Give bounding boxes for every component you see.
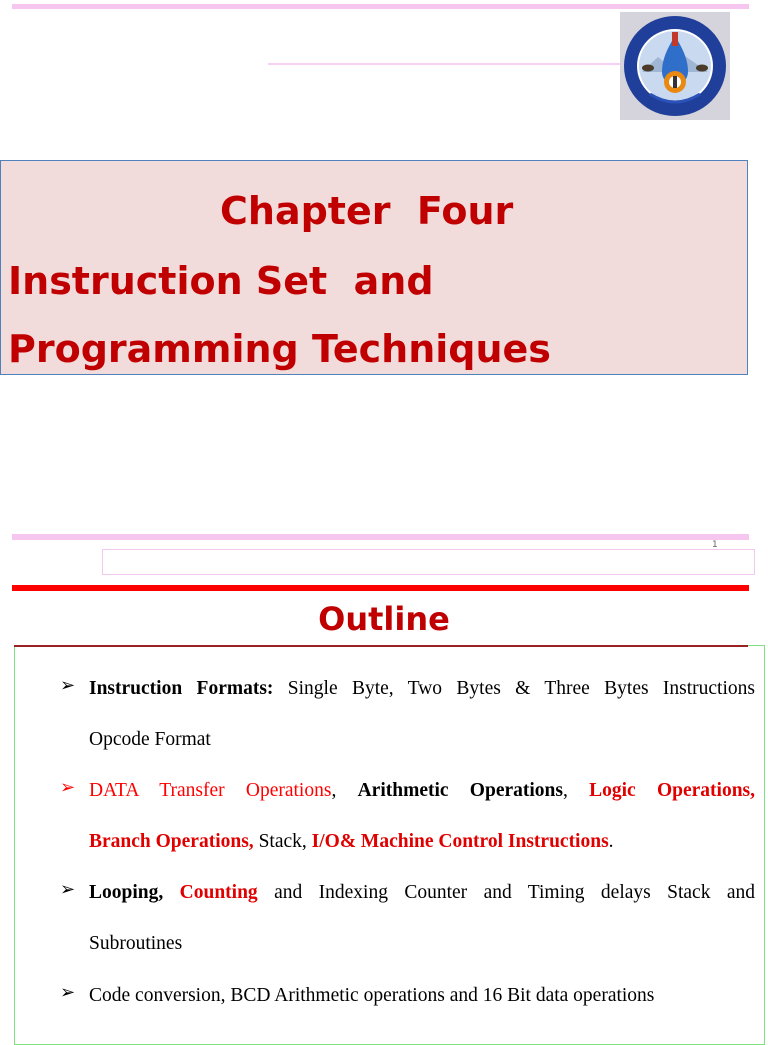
footer-pink-rule <box>12 534 749 540</box>
bullet-arrow-icon: ➢ <box>60 675 76 696</box>
bullet-arrow-icon: ➢ <box>60 982 76 1003</box>
io-machine-control: I/O& Machine Control Instructions <box>311 831 609 852</box>
title-line-instruction-set: Instruction Set and <box>8 259 434 303</box>
university-logo <box>620 12 730 120</box>
indexing-text: and Indexing Counter and Timing delays Stack and <box>257 882 756 903</box>
chapter-title-box <box>0 160 748 375</box>
bullet-arrow-icon: ➢ <box>60 777 76 798</box>
outline-item-3-line-2: Subroutines <box>89 933 183 954</box>
slide-top-red-bar <box>12 585 749 591</box>
outline-item-1-line-1 <box>89 678 755 700</box>
outline-item-2-line-2 <box>89 831 755 853</box>
top-pink-rule <box>12 4 749 9</box>
separator: , <box>331 780 358 801</box>
arithmetic-ops: Arithmetic Operations <box>357 780 563 801</box>
footer-placeholder-box <box>102 549 755 575</box>
instruction-formats-label: Instruction Formats: <box>89 678 274 699</box>
title-underline-rule <box>14 645 748 647</box>
branch-ops: Branch Operations, <box>89 831 254 852</box>
outline-title: Outline <box>318 600 450 638</box>
outline-item-2-line-1 <box>89 780 755 802</box>
outline-item-4-line-1: Code conversion, BCD Arithmetic operations and 16 Bit data operations <box>89 985 655 1006</box>
chapter-heading: Chapter Four <box>220 189 514 233</box>
counting-label: Counting <box>179 882 258 903</box>
slide-page-number: 1 <box>712 540 718 550</box>
logic-ops: Logic Operations, <box>589 780 756 801</box>
header-thin-rule <box>268 63 620 65</box>
data-transfer-ops: DATA Transfer Operations <box>89 780 332 801</box>
separator: , <box>562 780 590 801</box>
looping-label: Looping, <box>89 882 164 903</box>
stack-text: Stack, <box>253 831 312 852</box>
bullet-arrow-icon: ➢ <box>60 879 76 900</box>
outline-item-3-line-1 <box>89 882 755 904</box>
instruction-formats-text: Single Byte, Two Bytes & Three Bytes Instructions <box>273 678 755 699</box>
period: . <box>608 831 614 852</box>
outline-item-1-line-2: Opcode Format <box>89 729 211 750</box>
title-line-programming-techniques: Programming Techniques <box>8 327 551 371</box>
